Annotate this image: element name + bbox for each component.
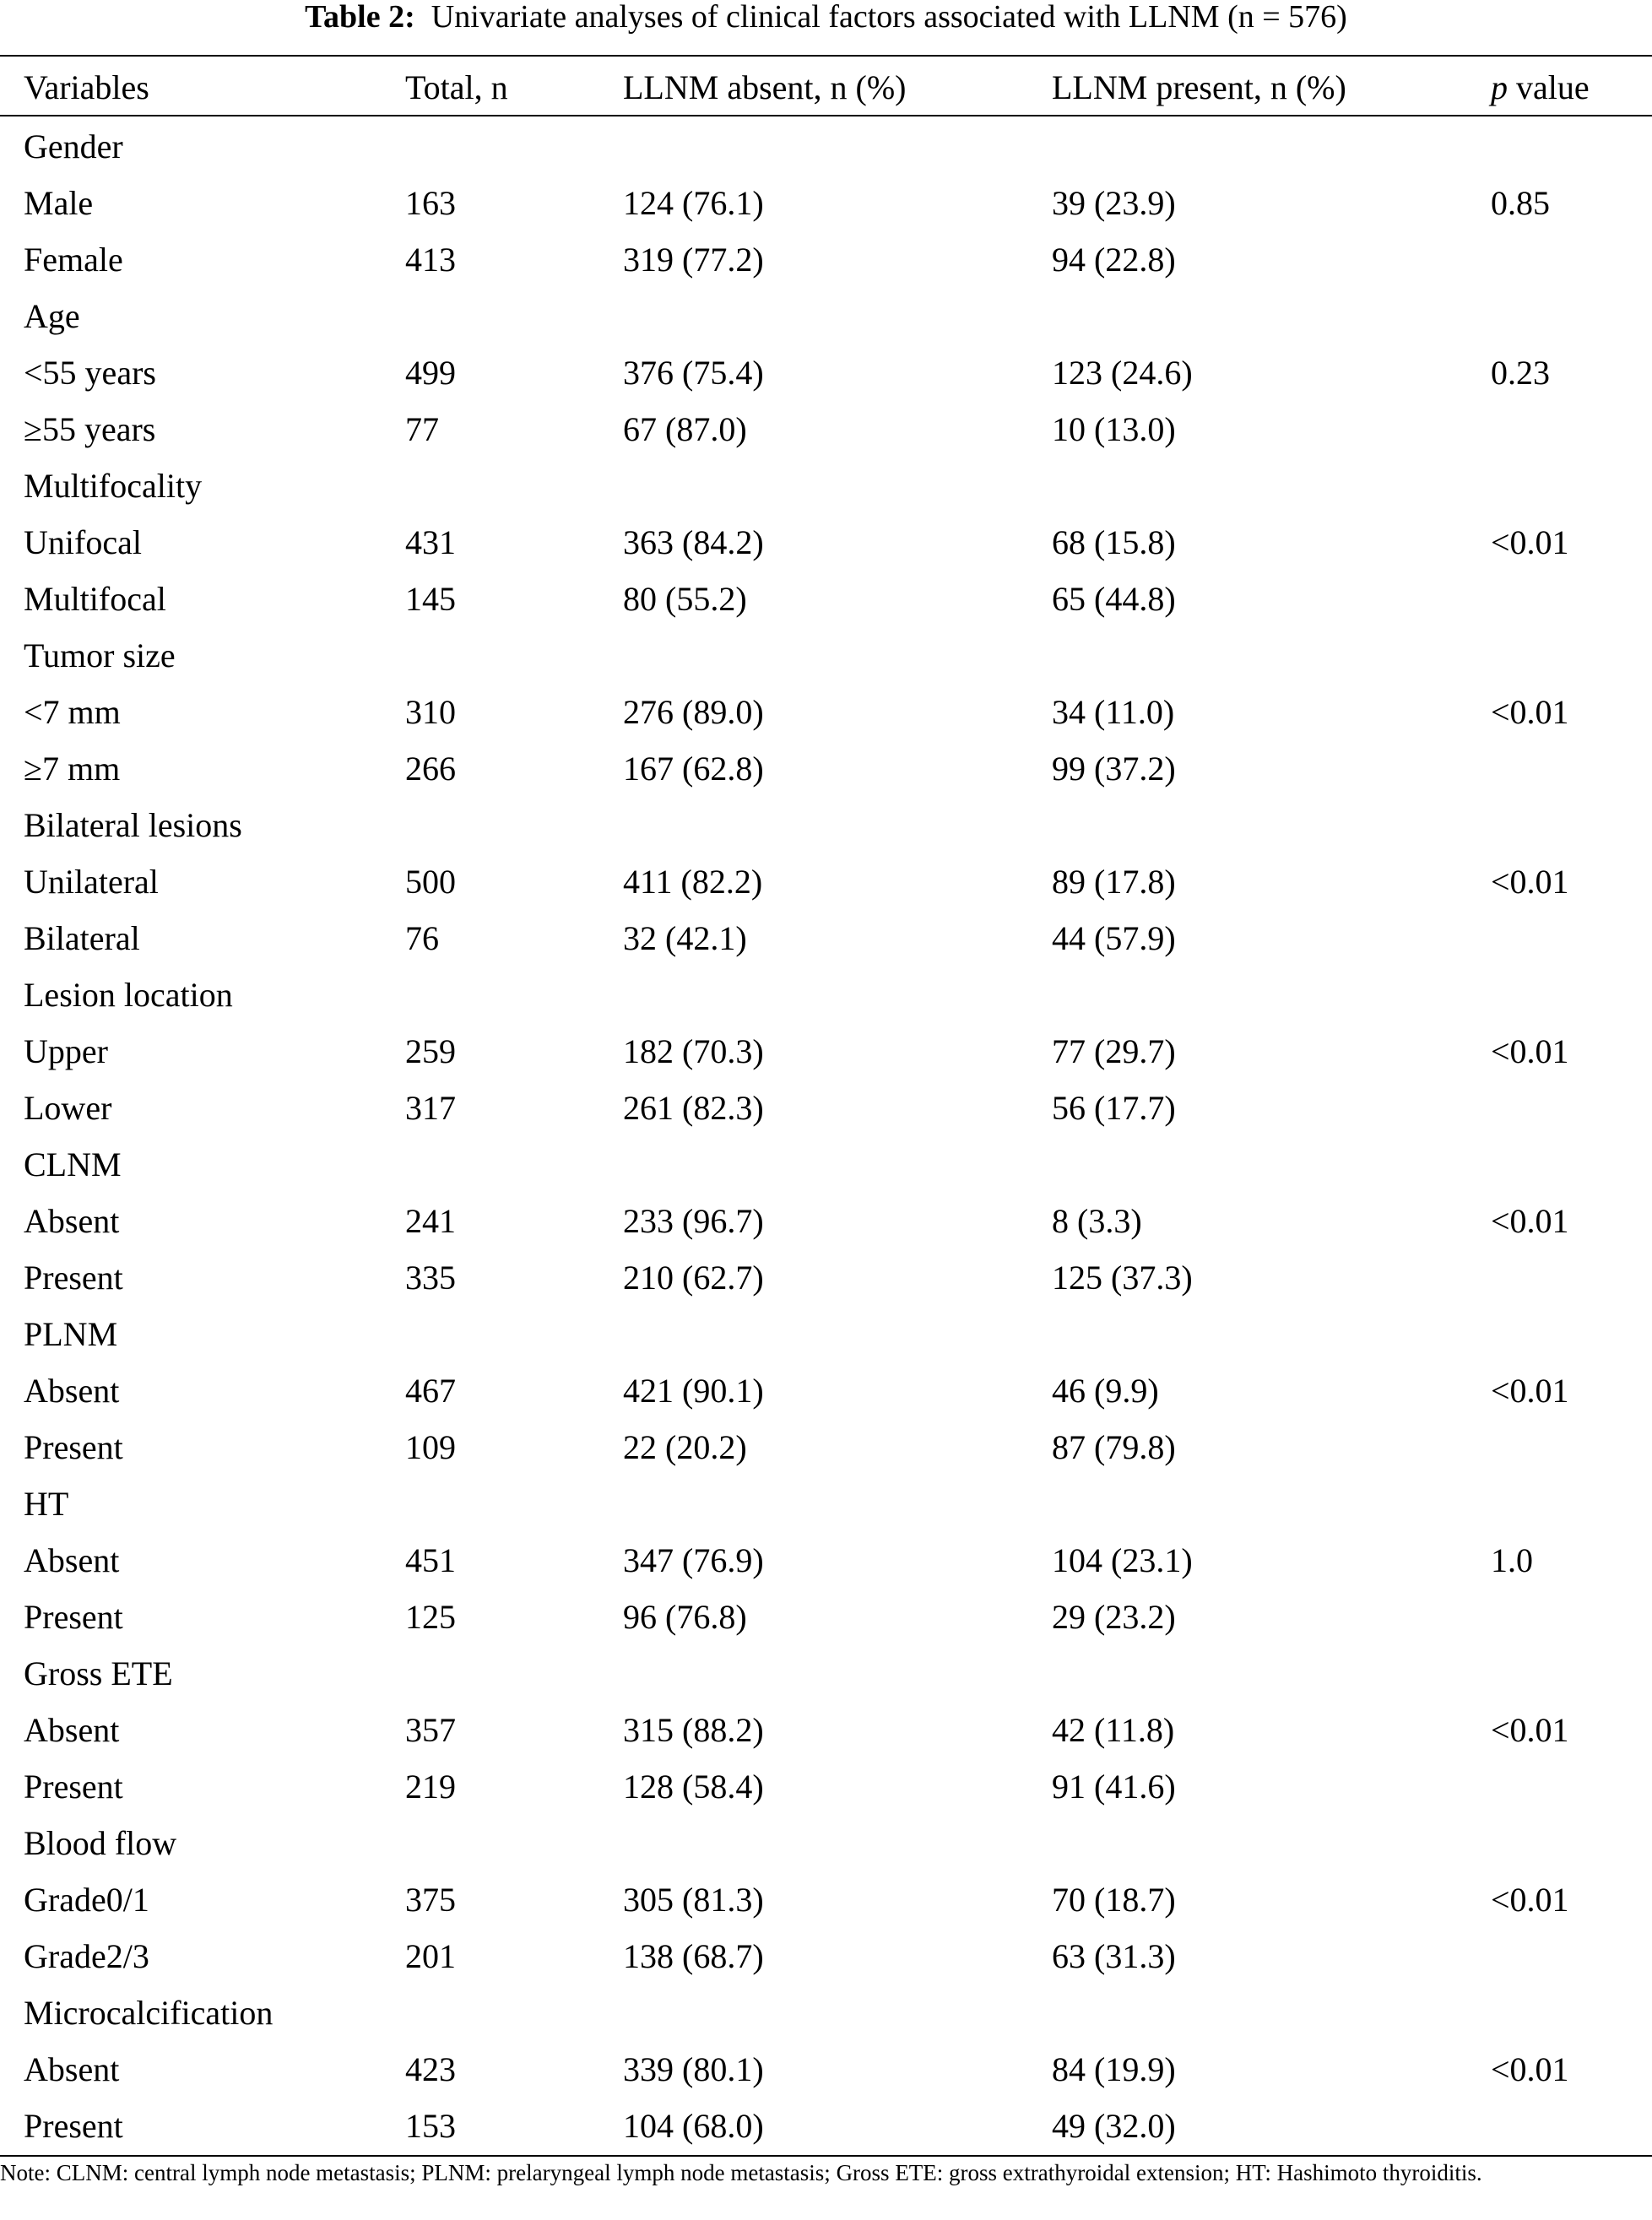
cell-llnm-absent: 124 (76.1) — [623, 184, 764, 222]
cell-variable: Present — [24, 1768, 123, 1806]
cell-p-value: <0.01 — [1491, 1711, 1569, 1749]
table-row — [0, 571, 1652, 627]
cell-llnm-present: 44 (57.9) — [1052, 919, 1176, 957]
cell-total: 317 — [405, 1089, 456, 1127]
table-row — [0, 2098, 1652, 2154]
table-group-row — [0, 458, 1652, 514]
header-llnm-absent: LLNM absent, n (%) — [623, 68, 907, 106]
cell-llnm-absent: 80 (55.2) — [623, 580, 747, 618]
cell-total: 109 — [405, 1428, 456, 1466]
table-row — [0, 853, 1652, 910]
cell-llnm-absent: 276 (89.0) — [623, 693, 764, 731]
table-group-row — [0, 797, 1652, 853]
cell-p-value: 0.23 — [1491, 354, 1550, 392]
cell-variable: Bilateral — [24, 919, 140, 957]
cell-variable: Present — [24, 1428, 123, 1466]
header-variables: Variables — [24, 68, 149, 106]
table-caption — [0, 0, 1652, 34]
cell-total: 125 — [405, 1598, 456, 1636]
cell-llnm-present: 34 (11.0) — [1052, 693, 1175, 731]
cell-variable: Multifocality — [24, 467, 203, 505]
cell-total: 145 — [405, 580, 456, 618]
table-row — [0, 231, 1652, 288]
cell-llnm-absent: 138 (68.7) — [623, 1937, 764, 1975]
header-p-italic: p — [1491, 68, 1508, 106]
table-row — [0, 401, 1652, 458]
cell-llnm-absent: 376 (75.4) — [623, 354, 764, 392]
cell-variable: Age — [24, 297, 80, 335]
cell-variable: Absent — [24, 1541, 120, 1579]
cell-total: 310 — [405, 693, 456, 731]
cell-llnm-absent: 363 (84.2) — [623, 523, 764, 561]
cell-total: 77 — [405, 410, 439, 448]
cell-llnm-absent: 261 (82.3) — [623, 1089, 764, 1127]
cell-total: 451 — [405, 1541, 456, 1579]
table-group-row — [0, 118, 1652, 175]
cell-llnm-absent: 347 (76.9) — [623, 1541, 764, 1579]
cell-llnm-absent: 210 (62.7) — [623, 1259, 764, 1297]
header-llnm-present: LLNM present, n (%) — [1052, 68, 1346, 106]
cell-variable: Present — [24, 2107, 123, 2145]
cell-variable: CLNM — [24, 1145, 122, 1183]
cell-variable: Female — [24, 241, 123, 279]
cell-llnm-present: 70 (18.7) — [1052, 1881, 1176, 1919]
cell-total: 500 — [405, 863, 456, 901]
table-group-row — [0, 288, 1652, 344]
cell-llnm-present: 77 (29.7) — [1052, 1032, 1176, 1070]
cell-total: 375 — [405, 1881, 456, 1919]
cell-variable: Tumor size — [24, 636, 176, 674]
cell-total: 335 — [405, 1259, 456, 1297]
cell-total: 219 — [405, 1768, 456, 1806]
table-group-row — [0, 627, 1652, 684]
cell-llnm-present: 99 (37.2) — [1052, 750, 1176, 788]
cell-llnm-present: 123 (24.6) — [1052, 354, 1193, 392]
cell-llnm-present: 46 (9.9) — [1052, 1372, 1159, 1410]
cell-llnm-absent: 319 (77.2) — [623, 241, 764, 279]
cell-llnm-present: 94 (22.8) — [1052, 241, 1176, 279]
cell-llnm-absent: 104 (68.0) — [623, 2107, 764, 2145]
cell-llnm-present: 91 (41.6) — [1052, 1768, 1176, 1806]
table-row — [0, 1702, 1652, 1758]
cell-p-value: <0.01 — [1491, 2050, 1569, 2088]
cell-variable: Absent — [24, 1711, 120, 1749]
cell-total: 76 — [405, 919, 439, 957]
cell-variable: Absent — [24, 2050, 120, 2088]
cell-variable: <55 years — [24, 354, 156, 392]
header-p-rest: value — [1508, 68, 1590, 106]
cell-llnm-absent: 233 (96.7) — [623, 1202, 764, 1240]
cell-variable: Lesion location — [24, 976, 233, 1014]
cell-llnm-present: 10 (13.0) — [1052, 410, 1176, 448]
cell-variable: Multifocal — [24, 580, 166, 618]
cell-p-value: <0.01 — [1491, 523, 1569, 561]
cell-llnm-absent: 167 (62.8) — [623, 750, 764, 788]
cell-variable: Blood flow — [24, 1824, 177, 1862]
cell-variable: Grade2/3 — [24, 1937, 149, 1975]
cell-llnm-present: 49 (32.0) — [1052, 2107, 1176, 2145]
cell-variable: HT — [24, 1485, 69, 1523]
cell-variable: Unifocal — [24, 523, 142, 561]
cell-llnm-absent: 22 (20.2) — [623, 1428, 747, 1466]
cell-variable: Grade0/1 — [24, 1881, 149, 1919]
cell-llnm-present: 84 (19.9) — [1052, 2050, 1176, 2088]
cell-p-value: 1.0 — [1491, 1541, 1533, 1579]
table-header-rule — [0, 115, 1652, 116]
cell-total: 201 — [405, 1937, 456, 1975]
cell-llnm-absent: 32 (42.1) — [623, 919, 747, 957]
table-row — [0, 175, 1652, 231]
table-row — [0, 1362, 1652, 1419]
cell-variable: Present — [24, 1598, 123, 1636]
cell-total: 163 — [405, 184, 456, 222]
cell-variable: Gross ETE — [24, 1654, 173, 1692]
table-bottom-rule — [0, 2155, 1652, 2157]
cell-llnm-present: 63 (31.3) — [1052, 1937, 1176, 1975]
cell-llnm-present: 39 (23.9) — [1052, 184, 1176, 222]
cell-p-value: <0.01 — [1491, 1032, 1569, 1070]
cell-total: 259 — [405, 1032, 456, 1070]
cell-p-value: <0.01 — [1491, 1202, 1569, 1240]
table-group-row — [0, 1475, 1652, 1532]
cell-total: 266 — [405, 750, 456, 788]
table-group-row — [0, 1645, 1652, 1702]
cell-llnm-absent: 96 (76.8) — [623, 1598, 747, 1636]
cell-llnm-present: 104 (23.1) — [1052, 1541, 1193, 1579]
table-group-row — [0, 967, 1652, 1023]
cell-llnm-absent: 305 (81.3) — [623, 1881, 764, 1919]
table-group-row — [0, 1306, 1652, 1362]
cell-variable: Gender — [24, 127, 123, 165]
table-row — [0, 1193, 1652, 1249]
cell-llnm-present: 125 (37.3) — [1052, 1259, 1193, 1297]
table-row — [0, 1532, 1652, 1589]
cell-llnm-present: 56 (17.7) — [1052, 1089, 1176, 1127]
table-header-row — [0, 59, 1652, 116]
table-note: Note: CLNM: central lymph node metastasis; PLNM: prelaryngeal lymph node metastasis; Gross ETE: gross extrathyroidal extension; HT: Hashimoto thyroiditis. — [0, 2160, 1482, 2185]
cell-total: 153 — [405, 2107, 456, 2145]
cell-total: 499 — [405, 354, 456, 392]
cell-variable: Unilateral — [24, 863, 159, 901]
table-row — [0, 1758, 1652, 1815]
table-row — [0, 1023, 1652, 1080]
header-total: Total, n — [405, 68, 508, 106]
cell-llnm-present: 87 (79.8) — [1052, 1428, 1176, 1466]
cell-variable: Present — [24, 1259, 123, 1297]
cell-llnm-present: 42 (11.8) — [1052, 1711, 1175, 1749]
table-row — [0, 1871, 1652, 1928]
cell-llnm-absent: 128 (58.4) — [623, 1768, 764, 1806]
cell-total: 357 — [405, 1711, 456, 1749]
table-group-row — [0, 1984, 1652, 2041]
table-group-row — [0, 1136, 1652, 1193]
table-row — [0, 1419, 1652, 1475]
cell-llnm-absent: 67 (87.0) — [623, 410, 747, 448]
table-top-rule — [0, 55, 1652, 57]
cell-llnm-present: 89 (17.8) — [1052, 863, 1176, 901]
cell-total: 413 — [405, 241, 456, 279]
cell-variable: Lower — [24, 1089, 112, 1127]
cell-llnm-absent: 411 (82.2) — [623, 863, 763, 901]
table-group-row — [0, 1815, 1652, 1871]
cell-total: 431 — [405, 523, 456, 561]
table-row — [0, 2041, 1652, 2098]
cell-variable: Male — [24, 184, 94, 222]
cell-p-value: 0.85 — [1491, 184, 1550, 222]
cell-variable: ≥55 years — [24, 410, 156, 448]
table-row — [0, 514, 1652, 571]
table-row — [0, 910, 1652, 967]
cell-llnm-present: 8 (3.3) — [1052, 1202, 1142, 1240]
cell-llnm-present: 68 (15.8) — [1052, 523, 1176, 561]
table-row — [0, 1928, 1652, 1984]
cell-total: 241 — [405, 1202, 456, 1240]
header-p-value — [1491, 59, 1590, 116]
cell-variable: Bilateral lesions — [24, 806, 242, 844]
cell-llnm-absent: 315 (88.2) — [623, 1711, 764, 1749]
cell-llnm-present: 65 (44.8) — [1052, 580, 1176, 618]
cell-variable: Absent — [24, 1202, 120, 1240]
cell-variable: <7 mm — [24, 693, 121, 731]
cell-p-value: <0.01 — [1491, 1881, 1569, 1919]
table-row — [0, 1589, 1652, 1645]
cell-llnm-absent: 182 (70.3) — [623, 1032, 764, 1070]
table-row — [0, 740, 1652, 797]
cell-llnm-present: 29 (23.2) — [1052, 1598, 1176, 1636]
cell-total: 423 — [405, 2050, 456, 2088]
cell-p-value: <0.01 — [1491, 863, 1569, 901]
table-caption-label: Table 2: — [305, 0, 415, 35]
cell-total: 467 — [405, 1372, 456, 1410]
cell-p-value: <0.01 — [1491, 693, 1569, 731]
table-row — [0, 344, 1652, 401]
table-caption-text: Univariate analyses of clinical factors associated with LLNM (n = 576) — [431, 0, 1347, 35]
table-body — [0, 118, 1652, 2154]
cell-llnm-absent: 421 (90.1) — [623, 1372, 764, 1410]
table-row — [0, 1080, 1652, 1136]
cell-variable: Absent — [24, 1372, 120, 1410]
table-row — [0, 1249, 1652, 1306]
cell-variable: ≥7 mm — [24, 750, 121, 788]
table-row — [0, 684, 1652, 740]
cell-p-value: <0.01 — [1491, 1372, 1569, 1410]
cell-variable: Microcalcification — [24, 1994, 274, 2032]
cell-variable: Upper — [24, 1032, 108, 1070]
cell-llnm-absent: 339 (80.1) — [623, 2050, 764, 2088]
cell-variable: PLNM — [24, 1315, 118, 1353]
